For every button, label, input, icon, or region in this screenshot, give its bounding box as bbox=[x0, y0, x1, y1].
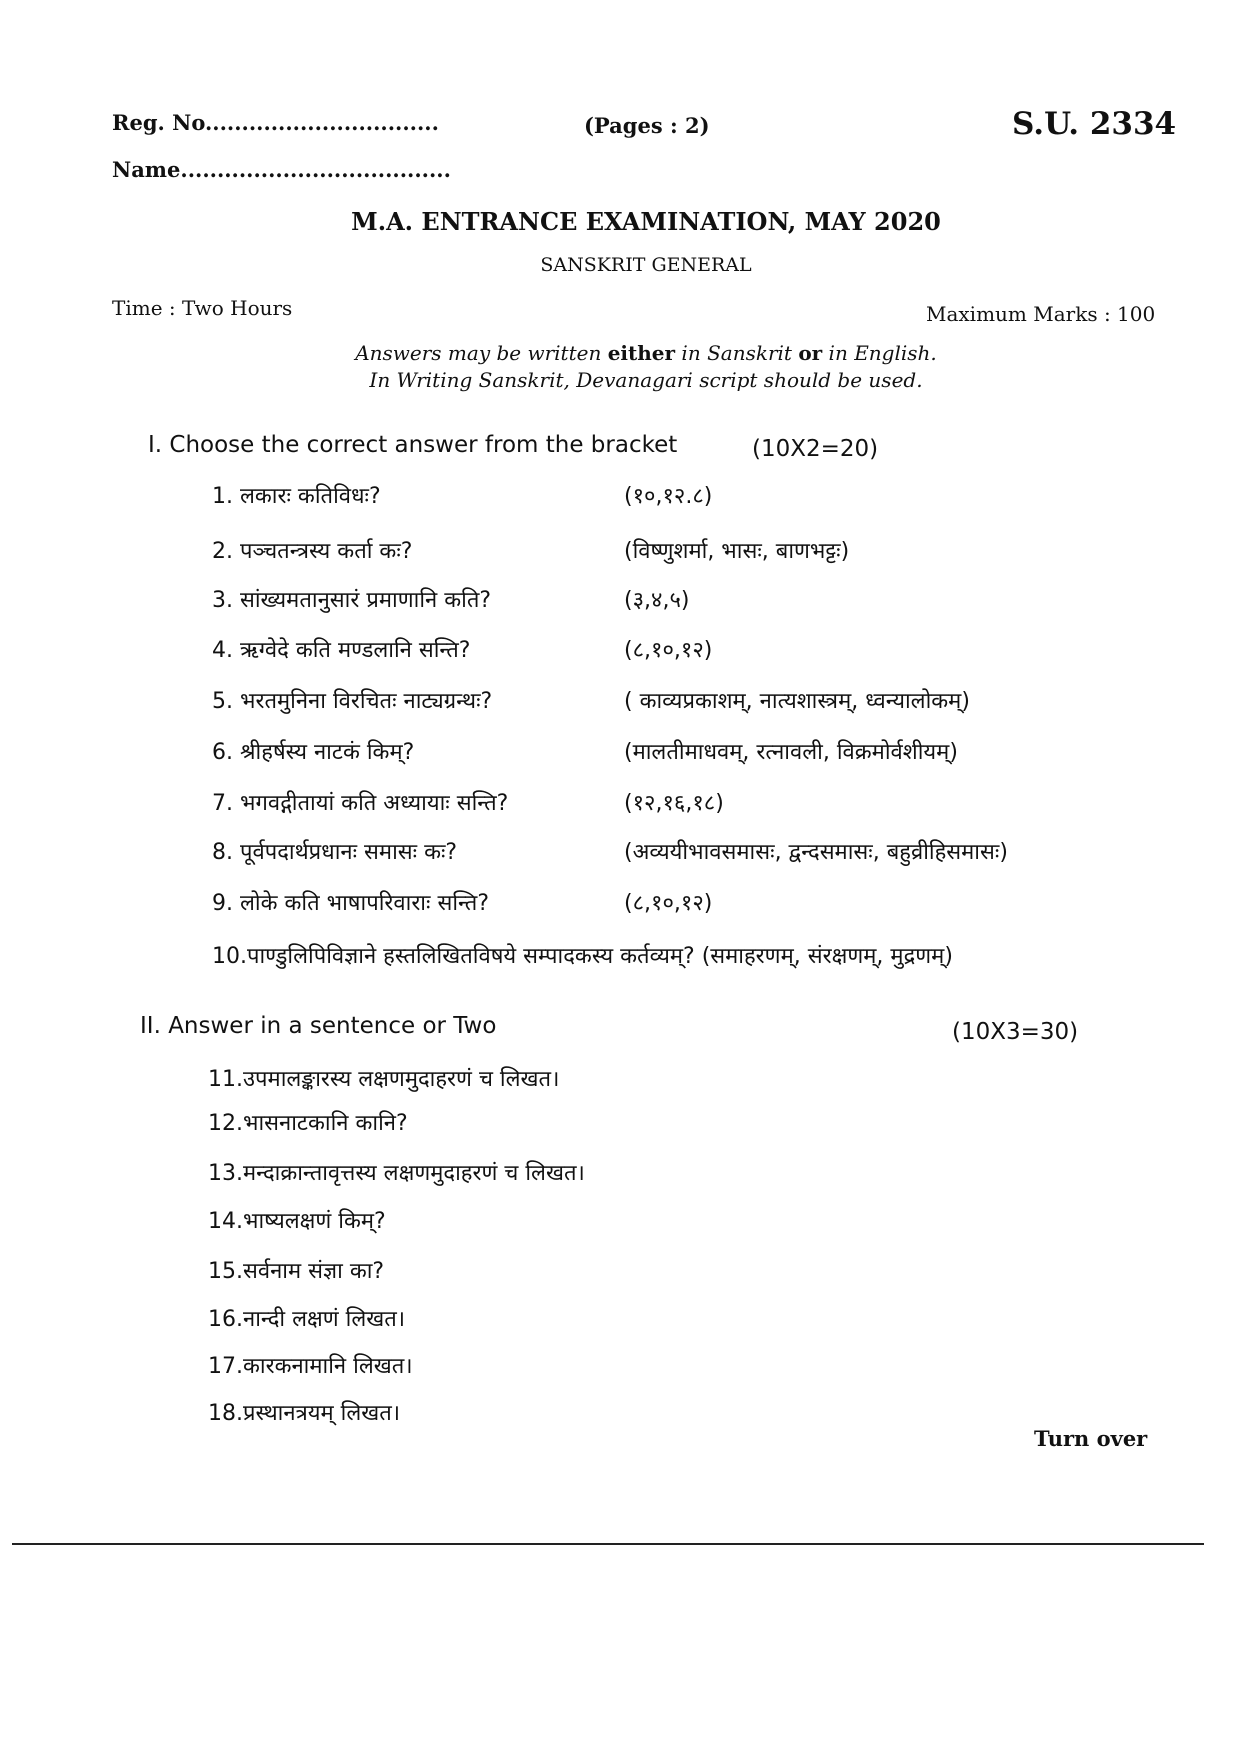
question-text: 4. ऋग्वेदे कति मण्डलानि सन्ति? bbox=[212, 638, 471, 663]
answer-options: (१०,१२.८) bbox=[624, 484, 713, 509]
bottom-rule bbox=[12, 1543, 1204, 1545]
question-text: 8. पूर्वपदार्थप्रधानः समासः कः? bbox=[212, 840, 458, 865]
question-text: 9. लोके कति भाषापरिवाराः सन्ति? bbox=[212, 891, 490, 916]
question-text: 1. लकारः कतिविधः? bbox=[212, 484, 381, 509]
question-text: 3. सांख्यमतानुसारं प्रमाणानि कति? bbox=[212, 588, 492, 613]
answer-options: ( काव्यप्रकाशम्, नात्यशास्त्रम्, ध्वन्यालोकम्) bbox=[624, 689, 970, 714]
answer-options: (३,४,५) bbox=[624, 588, 690, 613]
paper-code: S.U. 2334 bbox=[1012, 106, 1177, 142]
pages-count: (Pages : 2) bbox=[584, 113, 710, 138]
instr-part: Answers may be written bbox=[355, 341, 608, 365]
instruction-line-2: In Writing Sanskrit, Devanagari script should be used. bbox=[369, 368, 923, 392]
question-text: 12.भासनाटकानि कानि? bbox=[208, 1111, 408, 1136]
reg-no-field: Reg. No................................ bbox=[112, 110, 439, 135]
question-text: 11.उपमालङ्कारस्य लक्षणमुदाहरणं च लिखत। bbox=[208, 1067, 560, 1092]
question-text: 6. श्रीहर्षस्य नाटकं किम्? bbox=[212, 740, 415, 765]
answer-options: (अव्ययीभावसमासः, द्वन्दसमासः, बहुव्रीहिसमासः) bbox=[624, 840, 1008, 865]
answer-options: (८,१०,१२) bbox=[624, 638, 713, 663]
section-2-marks: (10X3=30) bbox=[952, 1019, 1079, 1045]
answer-options: (मालतीमाधवम्, रत्नावली, विक्रमोर्वशीयम्) bbox=[624, 740, 958, 765]
answer-options: (१२,१६,१८) bbox=[624, 791, 724, 816]
exam-title: M.A. ENTRANCE EXAMINATION, MAY 2020 bbox=[351, 207, 941, 236]
question-text: 14.भाष्यलक्षणं किम्? bbox=[208, 1209, 386, 1234]
section-1-marks: (10X2=20) bbox=[752, 436, 879, 462]
question-text: 16.नान्दी लक्षणं लिखत। bbox=[208, 1307, 406, 1332]
question-text: 17.कारकनामानि लिखत। bbox=[208, 1354, 413, 1379]
question-text: 18.प्रस्थानत्रयम् लिखत। bbox=[208, 1401, 401, 1426]
question-text: 13.मन्दाक्रान्तावृत्तस्य लक्षणमुदाहरणं च लिखत। bbox=[208, 1161, 585, 1186]
instr-part: in English. bbox=[822, 341, 937, 365]
instr-either: either bbox=[607, 341, 676, 365]
question-text: 7. भगवद्गीतायां कति अध्यायाः सन्ति? bbox=[212, 791, 509, 816]
answer-options: (८,१०,१२) bbox=[624, 891, 713, 916]
name-field: Name..................................... bbox=[112, 157, 451, 182]
question-text: 10.पाण्डुलिपिविज्ञाने हस्तलिखितविषये सम्पादकस्य कर्तव्यम्? (समाहरणम्, संरक्षणम्, मुद्रणम्) bbox=[212, 944, 953, 969]
section-2-heading: II. Answer in a sentence or Two bbox=[140, 1013, 497, 1039]
instr-or: or bbox=[798, 341, 823, 365]
question-text: 2. पञ्चतन्त्रस्य कर्ता कः? bbox=[212, 539, 413, 564]
question-text: 5. भरतमुनिना विरचितः नाट्यग्रन्थः? bbox=[212, 689, 493, 714]
turn-over-note: Turn over bbox=[1034, 1426, 1148, 1451]
max-marks: Maximum Marks : 100 bbox=[926, 302, 1156, 326]
exam-subject: SANSKRIT GENERAL bbox=[540, 254, 752, 276]
exam-time: Time : Two Hours bbox=[112, 296, 293, 320]
question-text: 15.सर्वनाम संज्ञा का? bbox=[208, 1259, 385, 1284]
instr-part: in Sanskrit bbox=[675, 341, 799, 365]
answer-options: (विष्णुशर्मा, भासः, बाणभट्टः) bbox=[624, 539, 850, 564]
instruction-line-1 bbox=[0, 341, 1242, 365]
section-1-heading: I. Choose the correct answer from the bracket bbox=[148, 432, 678, 458]
